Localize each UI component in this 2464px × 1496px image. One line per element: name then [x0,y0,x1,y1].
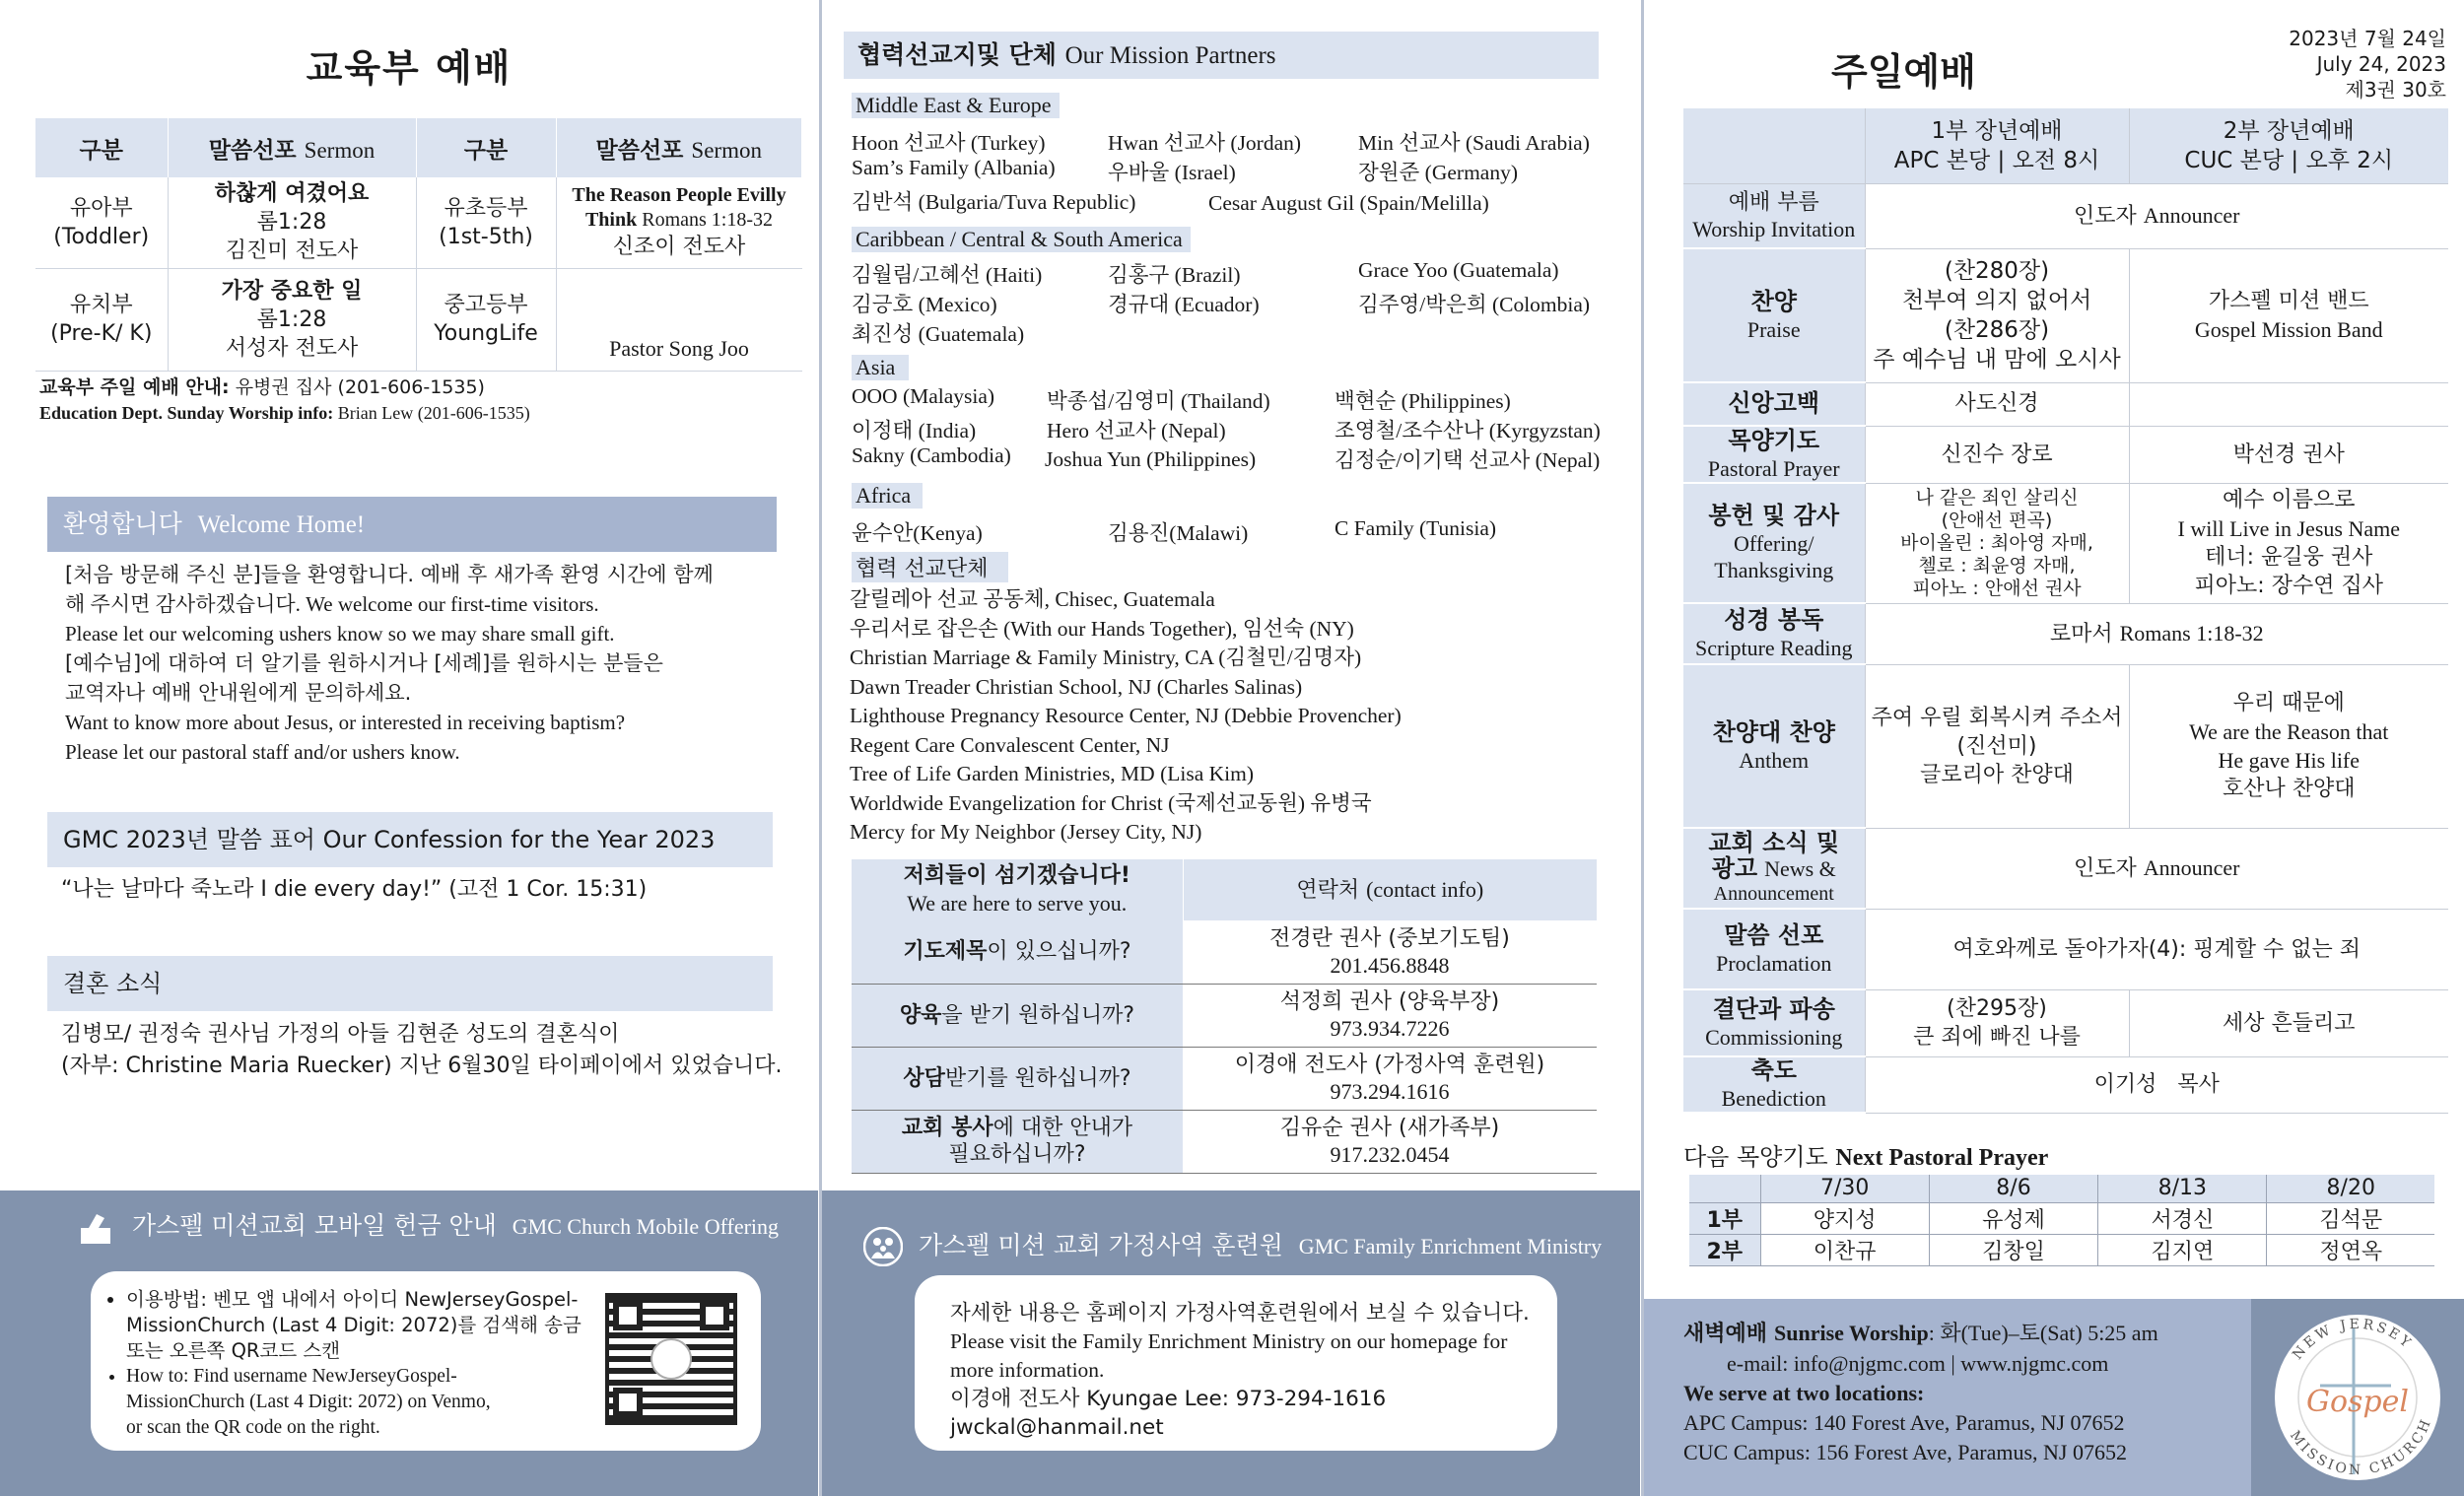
table-row: 양육을 받기 원하십니까? 석정희 권사 (양육부장) 973.934.7226 [852,984,1597,1047]
mission-item: 이정태 (India) [852,419,977,442]
table-row: 말씀 선포 Proclamation 여호와께로 돌아가자(4): 핑계할 수 없는 죄 [1683,909,2448,989]
list-item: Worldwide Evangelization for Christ (국제선교동원) 유병국 [850,790,1372,815]
welcome-text: [처음 방문해 주신 분]들을 환영합니다. 예배 후 새가족 환영 시간에 함께 해 주시면 감사하겠습니다. We welcome our first-time visitors. Please let our welcoming ushers know so we may share small gift. [예수님]에 대하여 더 알기를 원하시거나 [세례]를 원하시는 분들은 교역자나 예배 안내원에게 문의하세요. Want to know more about Jesus, or interested in receiving baptism? Please let our pastoral staff and/or ushers know. [65,563,714,764]
education-header-sermon: 말씀선포 Sermon [168,118,416,177]
mission-item: 김주영/박은희 (Colombia) [1358,293,1591,316]
mission-item: 김정순/이기택 선교사 (Nepal) [1335,448,1601,472]
list-item: 갈릴레아 선교 공동체, Chisec, Guatemala [850,587,1215,611]
mission-item: 백현순 (Philippines) [1335,389,1511,413]
list-item: Tree of Life Garden Ministries, MD (Lisa Kim) [850,762,1255,785]
next-prayer-table [1689,1175,2434,1266]
table-row [35,177,802,268]
serve-table [852,859,1597,1174]
table-row: 결단과 파송 Commissioning (찬295장) 큰 죄에 빠진 나를 세상 흔들리고 [1683,989,2448,1056]
column-missions [822,0,1640,1496]
education-info: 교육부 주일 예배 안내: 유병권 집사 (201-606-1535) Education Dept. Sunday Worship info: Brian Lew (201-606-1535) [39,376,530,423]
mission-item: Hwan 선교사 (Jordan) [1108,131,1302,155]
list-item: Dawn Treader Christian School, NJ (Charles Salinas) [850,674,1303,699]
table-row: 1부 양지성 유성제 서경신 김석문 [1689,1202,2434,1234]
family-text: 자세한 내용은 홈페이지 가정사역훈련원에서 보실 수 있습니다. Please visit the Family Enrichment Ministry on our homepage for more information. 이경애 전도사 Kyungae Lee: 973-294-1616 jwckal@hanmail.net [950,1301,1530,1440]
mission-item: 박종섭/김영미 (Thailand) [1047,389,1270,413]
mission-item: 김반석 (Bulgaria/Tuva Republic) [852,190,1136,214]
education-header-div: 구분 [35,118,168,177]
mission-item: Sam’s Family (Albania) [852,156,1056,179]
column-education [0,0,818,1496]
offering-box [91,1271,761,1451]
list-item: Regent Care Convalescent Center, NJ [850,732,1170,757]
svg-text:MISSION CHURCH: MISSION CHURCH [2286,1415,2435,1479]
sunday-title: 주일예배 [1831,50,1976,94]
mission-item: 김용진(Malawi) [1108,521,1249,545]
table-row: 교회 소식 및 광고 News & Announcement 인도자 Announcer [1683,828,2448,909]
offering-title: 가스펠 미션교회 모바일 헌금 안내 GMC Church Mobile Offering [77,1206,779,1246]
sermon-elementary: The Reason People Evilly Think Romans 1:18-32 신조이 전도사 [556,177,802,268]
mission-item: Grace Yoo (Guatemala) [1358,258,1559,282]
family-title: 가스펠 미션 교회 가정사역 훈련원 GMC Family Enrichment Ministry [863,1226,1602,1266]
issue-date: 2023년 7월 24일 July 24, 2023 제3권 30호 [2289,27,2446,102]
table-row: 성경 봉독 Scripture Reading 로마서 Romans 1:18-32 [1683,603,2448,664]
region-caribbean: Caribbean / Central & South America [852,227,1191,252]
sunrise-info: 새벽예배 Sunrise Worship: 화(Tue)–토(Sat) 5:25 am e-mail: info@njgmc.com | www.njgmc.com We serve at two locations: APC Campus: 140 Forest Ave, Paramus, NJ 07652 CUC Campus: 156 Forest Ave, Paramus, NJ 07652 [1644,1299,2251,1496]
mission-item: 경규대 (Ecuador) [1108,293,1260,316]
table-row: 2부 이찬규 김창일 김지연 정연옥 [1689,1234,2434,1265]
svg-text:Gospel: Gospel [2306,1385,2409,1419]
sermon-toddler: 하찮게 여겼어요 롬1:28 김진미 전도사 [168,177,416,268]
mission-item: Sakny (Cambodia) [852,443,1011,467]
mission-item: OOO (Malaysia) [852,384,995,408]
church-logo-panel [2251,1299,2464,1496]
mission-orgs-list [850,585,1402,848]
serve-header-left: 저희들이 섬기겠습니다! We are here to serve you. [852,859,1183,920]
table-row [35,268,802,371]
mission-item: Cesar August Gil (Spain/Melilla) [1208,191,1489,215]
region-asia: Asia [852,355,909,380]
svg-text:NEW JERSEY: NEW JERSEY [2290,1316,2416,1363]
mission-item: 김월림/고혜선 (Haiti) [852,263,1043,287]
table-row: 목양기도 Pastoral Prayer 신진수 장로 박선경 권사 [1683,426,2448,483]
contact-links[interactable]: e-mail: info@njgmc.com | www.njgmc.com [1727,1351,2109,1376]
mission-item: 장원준 (Germany) [1358,161,1518,184]
church-logo [2251,1299,2464,1496]
confession-bar: GMC 2023년 말씀 표어 Our Confession for the Year 2023 [47,812,773,867]
table-row: 상담받기를 원하십니까? 이경애 전도사 (가정사역 훈련원) 973.294.1616 [852,1047,1597,1110]
education-title: 교육부 예배 [306,46,513,90]
mission-item: 조영철/조수산나 (Kyrgyzstan) [1335,419,1601,442]
mission-item: 최진성 (Guatemala) [852,322,1025,346]
family-box [915,1275,1557,1451]
sermon-youth: Pastor Song Joo [556,268,802,371]
table-row: 신앙고백 사도신경 [1683,382,2448,426]
welcome-bar: 환영합니다 Welcome Home! [47,497,777,552]
list-item: Christian Marriage & Family Ministry, CA (김철민/김명자) [850,646,1362,669]
missions-bar: 협력선교지및 단체 Our Mission Partners [844,32,1599,79]
education-header-sermon-2: 말씀선포 Sermon [556,118,802,177]
offering-hand-icon [77,1208,114,1246]
wedding-text: 김병모/ 권정숙 권사님 가정의 아들 김현준 성도의 결혼식이 (자부: Christine Maria Ruecker) 지난 6월30일 타이페이에서 있었습니다. [61,1022,783,1078]
family-icon [863,1227,903,1266]
next-prayer-title: 다음 목양기도 Next Pastoral Prayer [1683,1143,2049,1171]
table-row: 찬양대 찬양 Anthem 주여 우릴 회복시켜 주소서 (진선미) 글로리아 찬양대 우리 때문에 We are the Reason that He gave His life 호산나 찬양대 [1683,664,2448,828]
table-row: 봉헌 및 감사 Offering/ Thanksgiving 나 같은 죄인 살리신 (안애선 편곡) 바이올린 : 최아영 자매, 첼로 : 최윤영 자매, 피아노 : 안애선 권사 예수 이름으로 I will Live in Jesus Name 테너: 윤길웅 권사 피아노: 장수연 집사 [1683,483,2448,603]
region-orgs: 협력 선교단체 [852,552,1008,582]
mission-item: C Family (Tunisia) [1335,516,1497,540]
dept-youth: 중고등부 YoungLife [416,268,556,371]
table-row: 7/30 8/6 8/13 8/20 [1689,1175,2434,1202]
table-row [1683,108,2448,183]
wedding-bar: 결혼 소식 [47,956,773,1011]
dept-elementary: 유초등부 (1st-5th) [416,177,556,268]
list-item: Lighthouse Pregnancy Resource Center, NJ (Debbie Provencher) [850,704,1402,727]
column-sunday [1644,0,2464,1496]
region-mideast: Middle East & Europe [852,93,1060,118]
service-1-header: 1부 장년예배 APC 본당 | 오전 8시 [1865,108,2129,183]
confession-text: “나는 날마다 죽노라 I die every day!” (고전 1 Cor. 15:31) [61,877,648,902]
sermon-prek: 가장 중요한 일 롬1:28 서성자 전도사 [168,268,416,371]
mission-item: 윤수안(Kenya) [852,521,983,545]
mission-item: 김홍구 (Brazil) [1108,263,1241,287]
mission-item: Hoon 선교사 (Turkey) [852,131,1046,155]
list-item: Mercy for My Neighbor (Jersey City, NJ) [850,820,1202,844]
mission-item: Hero 선교사 (Nepal) [1047,419,1226,442]
education-table [35,118,802,372]
table-row: 찬양 Praise (찬280장) 천부여 의지 없어서 (찬286장) 주 예수님 내 맘에 오시사 가스펠 미션 밴드 Gospel Mission Band [1683,248,2448,382]
offering-instructions: • 이용방법: 벤모 앱 내에서 아이디 NewJerseyGospel- MissionChurch (Last 4 Digit: 2072)를 검색해 송금 또는 오른쪽 QR코드 스캔 • How to: Find username NewJerseyGospel- MissionChurch (Last 4 Digit: 2072) on Venmo, or scan the QR code on the right. [126,1287,678,1441]
list-item: 우리서로 잡은손 (With our Hands Together), 임선숙 (NY) [850,616,1354,641]
mission-item: Joshua Yun (Philippines) [1045,447,1257,471]
mission-item: 우바울 (Israel) [1108,161,1236,184]
education-header-div-2: 구분 [416,118,556,177]
serve-header-right: 연락처 (contact info) [1183,859,1597,920]
service-2-header: 2부 장년예배 CUC 본당 | 오후 2시 [2129,108,2448,183]
table-row: 기도제목이 있으십니까? 전경란 권사 (중보기도팀) 201.456.8848 [852,920,1597,984]
mission-item: 김긍호 (Mexico) [852,293,997,316]
table-row: 예배 부름 Worship Invitation 인도자 Announcer [1683,183,2448,248]
mission-item: Min 선교사 (Saudi Arabia) [1358,131,1590,155]
dept-toddler: 유아부 (Toddler) [35,177,168,268]
service-order-table [1683,108,2448,1114]
dept-prek: 유치부 (Pre-K/ K) [35,268,168,371]
qr-code[interactable] [605,1293,737,1425]
table-row: 축도 Benediction 이기성 목사 [1683,1056,2448,1113]
table-row: 교회 봉사에 대한 안내가 필요하십니까? 김유순 권사 (새가족부) 917.232.0454 [852,1110,1597,1173]
region-africa: Africa [852,483,923,509]
